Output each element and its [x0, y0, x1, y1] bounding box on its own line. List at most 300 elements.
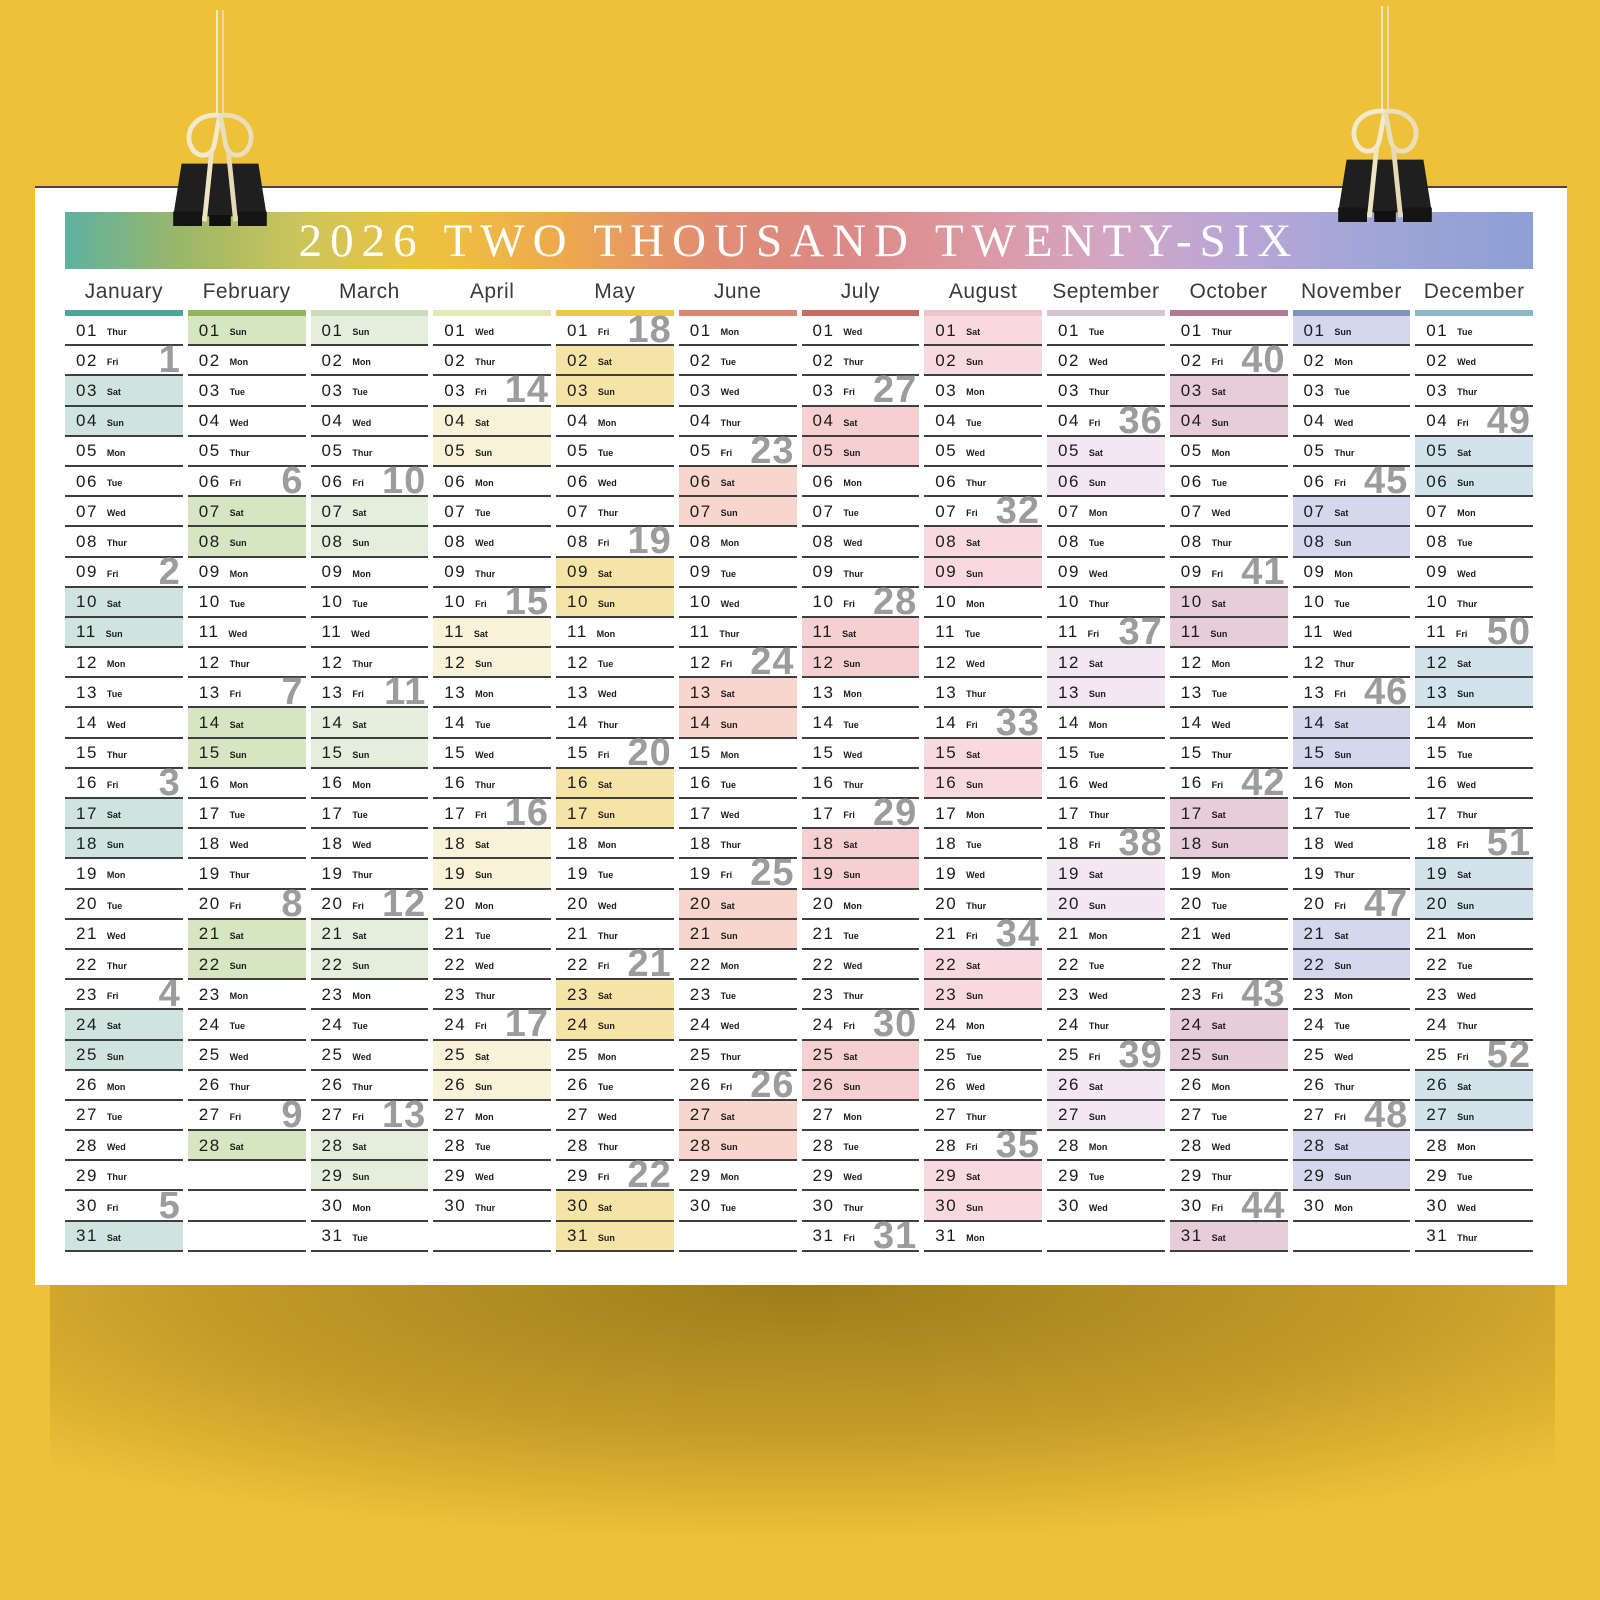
- day-weekday: Sun: [966, 568, 984, 579]
- day-weekday: Tue: [1088, 961, 1105, 972]
- day-row: [1293, 558, 1411, 588]
- day-row: [679, 739, 797, 769]
- day-row: [924, 588, 1042, 618]
- day-number: 11: [76, 622, 97, 642]
- day-weekday: Sat: [1334, 508, 1349, 519]
- day-row: [802, 708, 920, 738]
- day-row: [802, 950, 920, 980]
- day-number: 06: [198, 471, 221, 491]
- week-number: 13: [381, 1093, 427, 1136]
- day-row: [433, 1101, 551, 1131]
- day-weekday: Wed: [1088, 991, 1108, 1002]
- day-number: 24: [1303, 1014, 1326, 1034]
- day-number: 30: [567, 1196, 589, 1216]
- day-number: 16: [1058, 773, 1080, 793]
- month-column-april: [433, 274, 551, 1252]
- day-row: [433, 316, 551, 346]
- binder-clip-right: [1325, 6, 1445, 234]
- day-number: 10: [1058, 592, 1080, 612]
- day-row: [802, 527, 920, 557]
- day-weekday: Sat: [1088, 1081, 1103, 1092]
- day-row: [679, 1222, 797, 1252]
- day-row: [1170, 890, 1288, 920]
- day-row: [679, 950, 797, 980]
- day-weekday: Mon: [720, 749, 740, 760]
- week-number: 32: [995, 490, 1040, 533]
- day-row: [802, 792, 920, 835]
- day-row: [65, 973, 183, 1016]
- day-number: 11: [1303, 622, 1325, 642]
- day-weekday: Sun: [475, 870, 493, 881]
- poster-shadow: [50, 1284, 1555, 1600]
- day-number: 19: [1058, 863, 1080, 883]
- day-number: 05: [1180, 441, 1203, 461]
- day-number: 02: [1303, 350, 1326, 370]
- day-row: [556, 943, 674, 986]
- day-weekday: Sun: [597, 387, 615, 398]
- day-weekday: Wed: [1457, 991, 1477, 1002]
- day-row: [924, 1010, 1042, 1040]
- day-weekday: Tue: [1211, 1111, 1228, 1122]
- day-weekday: Sat: [843, 417, 858, 428]
- day-row: [188, 829, 306, 859]
- day-weekday: Thur: [475, 991, 496, 1002]
- day-number: 14: [1058, 713, 1080, 733]
- day-number: 04: [1058, 411, 1080, 431]
- day-number: 13: [1426, 682, 1449, 702]
- day-row: [311, 739, 429, 769]
- day-row: [1293, 799, 1411, 829]
- day-weekday: Fri: [1334, 900, 1346, 911]
- day-weekday: Fri: [1334, 478, 1346, 489]
- day-row: [1293, 1191, 1411, 1221]
- day-number: 10: [1426, 592, 1449, 612]
- day-weekday: Wed: [1457, 1202, 1477, 1213]
- day-row: [65, 648, 183, 678]
- day-row: [679, 799, 797, 829]
- day-weekday: Fri: [352, 1111, 364, 1122]
- day-row: [556, 376, 674, 406]
- day-weekday: Thur: [966, 900, 987, 911]
- day-number: 20: [689, 894, 712, 914]
- day-row: [65, 920, 183, 950]
- day-number: 10: [1303, 592, 1326, 612]
- day-row: [556, 829, 674, 859]
- day-weekday: Tue: [475, 719, 491, 730]
- day-row: [1170, 407, 1288, 437]
- day-weekday: Fri: [720, 447, 733, 458]
- day-row: [679, 429, 797, 472]
- day-weekday: Mon: [597, 840, 617, 851]
- day-row: [311, 588, 429, 618]
- day-row: [188, 460, 306, 503]
- day-row: [1170, 920, 1288, 950]
- day-number: 23: [567, 984, 589, 1004]
- day-number: 14: [444, 713, 467, 733]
- day-row: [188, 1041, 306, 1071]
- day-number: 09: [1426, 562, 1449, 582]
- day-number: 10: [76, 592, 98, 612]
- day-number: 25: [567, 1045, 589, 1065]
- day-number: 08: [1180, 531, 1203, 551]
- month-column-july: [802, 274, 920, 1257]
- day-number: 04: [198, 411, 221, 431]
- day-weekday: Sat: [966, 1172, 981, 1183]
- day-weekday: Sun: [475, 659, 493, 670]
- day-number: 28: [1426, 1135, 1449, 1155]
- day-number: 20: [1303, 894, 1326, 914]
- day-number: 31: [935, 1226, 958, 1246]
- day-number: 01: [567, 320, 589, 340]
- day-weekday: Thur: [843, 357, 864, 368]
- day-row: [1047, 399, 1165, 442]
- day-weekday: Thur: [1457, 598, 1478, 609]
- week-number: 49: [1486, 399, 1531, 442]
- day-weekday: Thur: [352, 870, 373, 881]
- day-row: [1293, 829, 1411, 859]
- day-row: [1047, 497, 1165, 527]
- day-row: [556, 1101, 674, 1131]
- day-weekday: Sat: [720, 900, 735, 911]
- day-number: 22: [321, 954, 344, 974]
- day-weekday: Thur: [720, 1051, 741, 1062]
- day-weekday: Thur: [475, 357, 496, 368]
- week-number: 17: [504, 1003, 549, 1046]
- day-number: 19: [1180, 863, 1203, 883]
- day-weekday: Thur: [475, 1202, 496, 1213]
- day-weekday: Wed: [720, 810, 740, 821]
- day-number: 19: [812, 863, 835, 883]
- day-weekday: Thur: [843, 991, 864, 1002]
- day-row: [1293, 1041, 1411, 1071]
- day-weekday: Mon: [352, 779, 371, 790]
- day-number: 27: [198, 1105, 221, 1125]
- day-number: 16: [76, 773, 98, 793]
- day-weekday: Thur: [1457, 810, 1478, 821]
- day-number: 06: [1058, 471, 1080, 491]
- day-weekday: Thur: [106, 327, 127, 338]
- day-weekday: Sun: [106, 1051, 124, 1062]
- day-row: [1170, 550, 1288, 593]
- day-number: 15: [812, 743, 835, 763]
- day-number: 09: [444, 562, 467, 582]
- day-weekday: Mon: [966, 1232, 985, 1243]
- day-weekday: Sun: [352, 327, 370, 338]
- day-number: 14: [567, 713, 589, 733]
- day-number: 12: [1058, 652, 1080, 672]
- day-number: 16: [689, 773, 712, 793]
- day-row: [433, 648, 551, 678]
- day-row: [1047, 527, 1165, 557]
- day-weekday: Wed: [1457, 779, 1477, 790]
- day-number: 08: [689, 531, 712, 551]
- day-number: 07: [1058, 501, 1080, 521]
- day-number: 07: [567, 501, 589, 521]
- day-weekday: Thur: [719, 628, 740, 639]
- day-weekday: Fri: [1211, 991, 1224, 1002]
- day-row: [802, 1003, 920, 1046]
- month-column-june: [679, 274, 797, 1252]
- day-weekday: Wed: [475, 749, 495, 760]
- day-weekday: Sun: [1211, 417, 1229, 428]
- day-row: [65, 1071, 183, 1101]
- calendar-grid: [65, 274, 1533, 1257]
- day-number: 08: [76, 531, 98, 551]
- day-row: [188, 671, 306, 714]
- day-row: [311, 829, 429, 859]
- day-number: 08: [1058, 531, 1080, 551]
- month-column-february: [188, 274, 306, 1252]
- day-weekday: Thur: [1334, 659, 1355, 670]
- day-row: [65, 497, 183, 527]
- day-weekday: Fri: [106, 568, 119, 579]
- day-number: 18: [444, 833, 467, 853]
- day-number: 13: [1058, 682, 1080, 702]
- day-row: [433, 890, 551, 920]
- day-row: [1415, 769, 1533, 799]
- day-number: 12: [444, 652, 467, 672]
- day-number: 19: [689, 863, 712, 883]
- day-number: 14: [1426, 713, 1449, 733]
- day-weekday: Wed: [351, 628, 370, 639]
- day-number: 02: [567, 350, 589, 370]
- month-name: March: [338, 280, 400, 303]
- day-weekday: Tue: [1211, 478, 1228, 489]
- day-number: 15: [1303, 743, 1326, 763]
- day-row: [1415, 346, 1533, 376]
- day-weekday: Sun: [1457, 1111, 1475, 1122]
- day-number: 06: [1303, 471, 1326, 491]
- day-number: 04: [1303, 411, 1326, 431]
- day-row: [802, 316, 920, 346]
- day-row: [65, 708, 183, 738]
- day-weekday: Sat: [352, 719, 367, 730]
- day-number: 17: [198, 803, 221, 823]
- day-weekday: Sat: [597, 357, 612, 368]
- day-row: [802, 678, 920, 708]
- week-number: 20: [627, 731, 672, 774]
- day-weekday: Fri: [229, 1111, 242, 1122]
- day-row: [1170, 973, 1288, 1016]
- day-number: 19: [321, 863, 344, 883]
- day-row: [1415, 1222, 1533, 1252]
- week-number: 36: [1118, 399, 1163, 442]
- day-number: 28: [689, 1135, 712, 1155]
- day-row: [433, 369, 551, 412]
- day-number: 08: [935, 531, 958, 551]
- day-weekday: Sat: [1211, 810, 1226, 821]
- day-row: [1047, 950, 1165, 980]
- day-weekday: Sat: [229, 508, 244, 519]
- day-number: 23: [444, 984, 467, 1004]
- day-weekday: Sun: [720, 719, 738, 730]
- week-number: 24: [750, 641, 795, 684]
- day-row: [433, 950, 551, 980]
- day-weekday: Fri: [352, 478, 364, 489]
- day-number: 03: [321, 380, 344, 400]
- day-row: [1293, 980, 1411, 1010]
- day-weekday: Thur: [597, 508, 618, 519]
- day-weekday: Sat: [597, 568, 612, 579]
- day-weekday: Sun: [1457, 478, 1475, 489]
- week-number: 47: [1363, 882, 1409, 925]
- day-row: [1415, 399, 1533, 442]
- day-number: 07: [1303, 501, 1326, 521]
- day-number: 19: [76, 863, 98, 883]
- day-weekday: Wed: [106, 508, 126, 519]
- day-row: [433, 859, 551, 889]
- day-row: [1415, 950, 1533, 980]
- day-weekday: Wed: [352, 840, 372, 851]
- day-weekday: Tue: [843, 1142, 859, 1153]
- week-number: 44: [1241, 1184, 1286, 1227]
- day-row: [1415, 1033, 1533, 1076]
- day-row: [556, 1071, 674, 1101]
- week-number: 43: [1241, 973, 1286, 1016]
- day-number: 07: [935, 501, 958, 521]
- day-number: 17: [1058, 803, 1080, 823]
- day-weekday: Sat: [475, 417, 490, 428]
- day-number: 05: [321, 441, 344, 461]
- day-number: 31: [76, 1226, 98, 1246]
- day-weekday: Mon: [475, 478, 494, 489]
- day-row: [65, 1184, 183, 1227]
- day-row: [556, 1154, 674, 1197]
- day-weekday: Tue: [720, 568, 737, 579]
- day-number: 02: [321, 350, 344, 370]
- day-number: 03: [689, 380, 712, 400]
- day-weekday: Wed: [597, 900, 617, 911]
- day-number: 16: [1180, 773, 1203, 793]
- day-weekday: Sat: [966, 961, 981, 972]
- day-weekday: Sat: [1088, 447, 1103, 458]
- day-weekday: Mon: [843, 1111, 862, 1122]
- day-row: [1293, 376, 1411, 406]
- day-number: 23: [321, 984, 344, 1004]
- day-number: 25: [1180, 1045, 1203, 1065]
- day-row: [1293, 1222, 1411, 1252]
- day-weekday: Mon: [843, 900, 862, 911]
- day-weekday: Tue: [1088, 749, 1105, 760]
- day-weekday: Sun: [597, 598, 615, 609]
- day-number: 21: [1058, 924, 1080, 944]
- clip-body: [173, 164, 267, 217]
- day-weekday: Thur: [1088, 387, 1109, 398]
- day-row: [311, 346, 429, 376]
- day-number: 26: [567, 1075, 589, 1095]
- day-weekday: Mon: [229, 779, 249, 790]
- day-weekday: Mon: [1211, 870, 1231, 881]
- clip-body-tab: [209, 215, 231, 226]
- day-weekday: Tue: [597, 870, 614, 881]
- day-row: [311, 1041, 429, 1071]
- day-row: [311, 407, 429, 437]
- day-row: [311, 316, 429, 346]
- day-weekday: Wed: [106, 719, 126, 730]
- day-number: 24: [689, 1014, 712, 1034]
- day-number: 07: [1426, 501, 1449, 521]
- day-number: 03: [76, 380, 98, 400]
- week-number: 27: [872, 369, 918, 412]
- day-weekday: Sun: [843, 870, 861, 881]
- day-row: [556, 618, 674, 648]
- day-weekday: Sun: [352, 749, 370, 760]
- day-row: [924, 769, 1042, 799]
- day-weekday: Thur: [843, 779, 864, 790]
- month-name: June: [713, 280, 762, 303]
- day-number: 26: [444, 1075, 467, 1095]
- day-weekday: Fri: [1457, 417, 1469, 428]
- day-weekday: Mon: [106, 659, 126, 670]
- day-weekday: Sat: [1211, 1232, 1226, 1243]
- day-weekday: Mon: [843, 689, 862, 700]
- day-number: 19: [1303, 863, 1326, 883]
- day-number: 29: [1303, 1165, 1326, 1185]
- day-row: [1047, 1222, 1165, 1252]
- day-weekday: Mon: [596, 628, 616, 639]
- day-number: 13: [1180, 682, 1203, 702]
- day-number: 31: [321, 1226, 344, 1246]
- day-weekday: Fri: [1211, 1202, 1224, 1213]
- day-number: 29: [812, 1165, 835, 1185]
- day-row: [188, 407, 306, 437]
- week-number: 42: [1241, 761, 1286, 804]
- day-number: 17: [321, 803, 344, 823]
- day-number: 11: [1426, 622, 1447, 642]
- day-row: [1293, 739, 1411, 769]
- day-number: 13: [321, 682, 344, 702]
- day-weekday: Thur: [1211, 538, 1232, 549]
- day-weekday: Mon: [475, 689, 494, 700]
- day-number: 07: [1180, 501, 1203, 521]
- day-row: [65, 1041, 183, 1071]
- day-weekday: Sun: [1334, 749, 1352, 760]
- day-weekday: Mon: [352, 1202, 371, 1213]
- day-row: [65, 678, 183, 708]
- day-weekday: Sun: [106, 417, 124, 428]
- month-column-september: [1047, 274, 1165, 1252]
- day-weekday: Mon: [1334, 357, 1353, 368]
- day-weekday: Wed: [1211, 508, 1231, 519]
- day-row: [556, 731, 674, 774]
- day-row: [433, 1222, 551, 1252]
- day-weekday: Mon: [966, 1021, 985, 1032]
- day-weekday: Mon: [352, 568, 371, 579]
- day-number: 16: [321, 773, 344, 793]
- day-weekday: Fri: [1211, 568, 1224, 579]
- day-weekday: Fri: [352, 900, 364, 911]
- day-row: [924, 701, 1042, 744]
- day-number: 01: [935, 320, 958, 340]
- day-weekday: Sun: [1088, 1111, 1106, 1122]
- day-weekday: Sat: [1211, 1021, 1226, 1032]
- day-number: 25: [198, 1045, 221, 1065]
- day-number: 03: [812, 380, 835, 400]
- day-row: [311, 1191, 429, 1221]
- day-number: 30: [444, 1196, 467, 1216]
- day-weekday: Sat: [1457, 1081, 1472, 1092]
- day-number: 27: [1180, 1105, 1203, 1125]
- day-number: 23: [935, 984, 958, 1004]
- day-number: 03: [198, 380, 221, 400]
- day-number: 13: [76, 682, 98, 702]
- day-weekday: Tue: [964, 628, 981, 639]
- day-weekday: Sat: [352, 1142, 367, 1153]
- day-row: [802, 467, 920, 497]
- week-number: 41: [1241, 550, 1286, 593]
- day-row: [924, 1041, 1042, 1071]
- day-row: [433, 739, 551, 769]
